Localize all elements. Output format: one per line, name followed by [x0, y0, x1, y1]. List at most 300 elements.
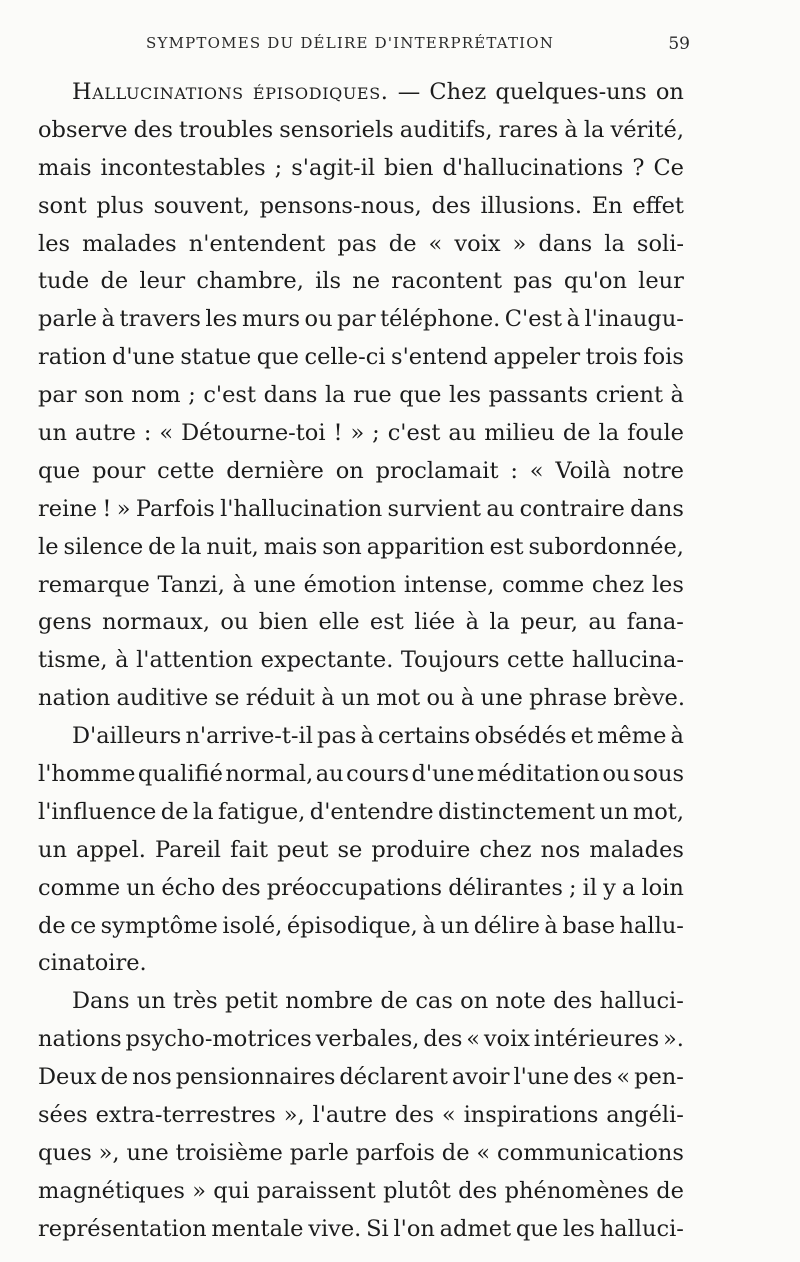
word: En [591, 192, 623, 219]
word: chez [591, 571, 645, 598]
word: que [256, 344, 299, 371]
word: observe [38, 116, 128, 143]
word: ne [352, 268, 381, 295]
word: une [126, 1139, 169, 1166]
word: a [621, 874, 636, 901]
text-line [38, 1021, 684, 1059]
word: à [101, 306, 115, 333]
word: l'homme [38, 761, 136, 788]
word: de [388, 230, 417, 257]
word: intérieures [533, 1026, 660, 1053]
word: soli- [636, 230, 684, 257]
word: D'ailleurs [72, 723, 182, 750]
word: nom [131, 382, 181, 409]
word: les [449, 382, 482, 409]
word: sensoriels [279, 116, 394, 143]
word: : [143, 420, 152, 447]
word: isolé, [222, 912, 283, 939]
word: à [115, 647, 129, 674]
word: » [512, 230, 527, 257]
word: de [100, 1064, 129, 1091]
word: à [544, 912, 558, 939]
word: nation [38, 685, 111, 712]
word: la [324, 382, 346, 409]
word: la [604, 230, 625, 257]
text-line [38, 226, 684, 264]
word: C'est [504, 306, 563, 333]
word: au [448, 420, 477, 447]
text-line [38, 415, 684, 453]
word: cours [346, 761, 410, 788]
text-line [38, 1173, 684, 1211]
word: se [337, 836, 363, 863]
word: il [582, 874, 598, 901]
word: illusions. [480, 192, 583, 219]
word: notre [622, 457, 684, 484]
text-line [38, 74, 684, 112]
text-line [38, 794, 684, 832]
word: Voilà [555, 457, 611, 484]
word: comme [502, 571, 585, 598]
word: la [583, 116, 605, 143]
word: incontestables [100, 154, 266, 181]
word: parle [38, 306, 98, 333]
word: — [397, 79, 421, 105]
word: parle [289, 1139, 349, 1166]
word: réduit [245, 685, 315, 712]
word: téléphone. [380, 306, 501, 333]
word: subordonnée, [528, 533, 684, 560]
word: cas [415, 988, 453, 1015]
word: de [38, 912, 66, 939]
text-line [38, 642, 684, 680]
text-line [38, 567, 684, 605]
word: », [283, 1102, 305, 1129]
word: dans [630, 495, 684, 522]
word: rares [498, 116, 559, 143]
word: à [360, 723, 374, 750]
word: admet [439, 1215, 512, 1242]
word: que [399, 382, 442, 409]
word: « [159, 420, 174, 447]
word: se [214, 685, 240, 712]
word: milieu [484, 420, 555, 447]
word: Chez [429, 79, 487, 105]
word: rue [353, 382, 392, 409]
word: son [84, 382, 124, 409]
word: » [350, 420, 365, 447]
word: auditifs, [399, 116, 493, 143]
word: une [480, 685, 523, 712]
word: la [192, 798, 214, 825]
word: sont [38, 192, 87, 219]
word: à [232, 571, 246, 598]
word: délire [473, 912, 540, 939]
text-line [38, 832, 684, 870]
word: des [133, 116, 173, 143]
text-line [38, 491, 684, 529]
word: » [116, 495, 131, 522]
word: « [466, 1026, 481, 1053]
word: que [38, 457, 81, 484]
word: hallucina- [571, 647, 684, 674]
word: l'une [513, 1064, 570, 1091]
word: au [588, 609, 617, 636]
word: épisodique, [286, 912, 418, 939]
word: leur [139, 268, 186, 295]
word: d'entendre [309, 798, 434, 825]
word: normal, [225, 761, 314, 788]
text-line [38, 377, 684, 415]
word: Ce [653, 154, 684, 181]
word: Si [366, 1215, 389, 1242]
word: ? [632, 154, 645, 181]
word: communications [497, 1139, 684, 1166]
text-line [38, 263, 684, 301]
word: l'inaugu- [584, 306, 684, 333]
word: cinatoire. [38, 950, 147, 977]
word: peut [277, 836, 329, 863]
word: c'est [203, 382, 257, 409]
word: des [573, 1064, 613, 1091]
word: chez [479, 836, 532, 863]
word: tisme, [38, 647, 108, 674]
word: passants [488, 382, 589, 409]
word: à [670, 723, 684, 750]
word: à [566, 306, 580, 333]
word: avoir [451, 1064, 510, 1091]
word: s'agit-il [291, 154, 376, 181]
word: pas [317, 723, 357, 750]
word: mot [376, 685, 421, 712]
word: plutôt [383, 1177, 451, 1204]
word: son [322, 533, 362, 560]
word: de [380, 988, 409, 1015]
word: dernière [226, 457, 324, 484]
word: ou [220, 609, 249, 636]
word: halluci- [599, 1215, 684, 1242]
word: malades [82, 230, 177, 257]
word: l'hallucination [220, 495, 383, 522]
word: phénomènes [504, 1177, 649, 1204]
word: » [192, 1177, 207, 1204]
word: Parfois [135, 495, 215, 522]
word: vive. [308, 1215, 362, 1242]
word: leur [638, 268, 684, 295]
word: certains [377, 723, 471, 750]
word: à [670, 382, 684, 409]
word: à [460, 685, 475, 712]
word: Toujours [400, 647, 500, 674]
word: elle [318, 609, 360, 636]
word: loin [641, 874, 684, 901]
word: écho [161, 874, 216, 901]
word: troisième [175, 1139, 283, 1166]
text-line [38, 1211, 684, 1249]
word: et [570, 723, 593, 750]
word: Dans [72, 988, 130, 1015]
word: brève. [613, 685, 686, 712]
word: d'une [411, 761, 475, 788]
word: intense, [403, 571, 495, 598]
word: psycho-motrices [125, 1026, 312, 1053]
word: les [205, 306, 238, 333]
word: Tanzi, [157, 571, 225, 598]
text-line [38, 718, 684, 756]
word: Détourne-toi [181, 420, 326, 447]
word: obsédés [474, 723, 567, 750]
text-line [38, 112, 684, 150]
text-line [38, 188, 684, 226]
word: troubles [178, 116, 274, 143]
running-header [146, 34, 690, 58]
word: un [440, 912, 470, 939]
word: l'influence [38, 798, 157, 825]
word: les [38, 230, 71, 257]
word: pensionnaires [175, 1064, 336, 1091]
word: n'arrive-t-il [185, 723, 313, 750]
word: phrase [529, 685, 608, 712]
word: crient [595, 382, 663, 409]
word: de [562, 420, 591, 447]
word: ce [70, 912, 97, 939]
word: liée [414, 609, 456, 636]
word: contraire [519, 495, 625, 522]
word: les [651, 571, 684, 598]
word: dans [538, 230, 593, 257]
word: proclamait [375, 457, 499, 484]
word: ! [102, 495, 112, 522]
word: sées [38, 1102, 88, 1129]
word: Hallucinations [72, 79, 244, 105]
word: des [221, 874, 261, 901]
word: sous [632, 761, 684, 788]
word: quelques-uns [495, 79, 647, 105]
word: est [489, 533, 524, 560]
word: pensons-nous, [259, 192, 422, 219]
word: un [599, 798, 629, 825]
text-line [38, 983, 684, 1021]
word: malades [589, 836, 684, 863]
word: ou [304, 306, 333, 333]
word: d'une [111, 344, 175, 371]
word: un [340, 685, 370, 712]
word: ration [38, 344, 107, 371]
word: méditation [476, 761, 600, 788]
word: normaux, [102, 609, 210, 636]
word: paraissent [256, 1177, 376, 1204]
word: Pareil [155, 836, 222, 863]
word: fait [230, 836, 269, 863]
text-line [38, 604, 684, 642]
word: travers [119, 306, 201, 333]
word: ; [188, 382, 196, 409]
word: la [598, 420, 620, 447]
word: produire [371, 836, 471, 863]
word: qualifié [137, 761, 223, 788]
word: expectante. [260, 647, 394, 674]
word: d'hallucinations [442, 154, 624, 181]
word: cette [157, 457, 215, 484]
word: effet [632, 192, 684, 219]
word: autre [74, 420, 136, 447]
word: par [38, 382, 77, 409]
word: comme [38, 874, 121, 901]
word: mentale [211, 1215, 304, 1242]
word: un [38, 420, 67, 447]
word: bien [384, 154, 434, 181]
word: un [38, 836, 67, 863]
word: que [515, 1215, 559, 1242]
word: des [553, 988, 593, 1015]
word: tude [38, 268, 90, 295]
word: extra-terrestres [95, 1102, 276, 1129]
word: des [394, 1102, 435, 1129]
word: ; [568, 874, 577, 901]
word: à [321, 685, 335, 712]
word: parfois [355, 1139, 435, 1166]
word: statue [180, 344, 252, 371]
word: ques [38, 1139, 92, 1166]
word: au [486, 495, 515, 522]
word: souvent, [153, 192, 250, 219]
word: par [337, 306, 376, 333]
word: même [597, 723, 667, 750]
word: verbales, [315, 1026, 420, 1053]
word: bien [258, 609, 309, 636]
text-line [38, 680, 684, 718]
word: émotion [303, 571, 397, 598]
word: au [315, 761, 344, 788]
word: l'autre [312, 1102, 387, 1129]
word: reine [38, 495, 98, 522]
word: dans [263, 382, 318, 409]
text-line [38, 453, 684, 491]
word: ; [274, 154, 283, 181]
word: nombre [285, 988, 374, 1015]
word: ! [333, 420, 343, 447]
word: un [136, 988, 166, 1015]
word: de [160, 798, 189, 825]
word: Deux [38, 1064, 97, 1091]
word: nos [132, 1064, 172, 1091]
word: « [616, 1064, 631, 1091]
word: distinctement [437, 798, 595, 825]
word: ils [315, 268, 342, 295]
word: symptôme [100, 912, 218, 939]
word: inspirations [463, 1102, 599, 1129]
text-line [38, 339, 684, 377]
word: pas [337, 230, 377, 257]
word: des [431, 192, 471, 219]
word: c'est [387, 420, 441, 447]
word: une [253, 571, 296, 598]
word: de [656, 1177, 684, 1204]
word: voix [483, 1026, 530, 1053]
word: s'entend [391, 344, 488, 371]
word: appeler [493, 344, 581, 371]
text-line [38, 1059, 684, 1097]
word: qu'on [563, 268, 627, 295]
word: un [126, 874, 156, 901]
word: des [423, 1026, 463, 1053]
word: pen- [634, 1064, 684, 1091]
word: fois [643, 344, 684, 371]
word: « [428, 230, 443, 257]
word: apparition [366, 533, 485, 560]
word: nuit, [206, 533, 259, 560]
word: la [180, 533, 202, 560]
text-line [38, 870, 684, 908]
word: fana- [626, 609, 684, 636]
word: représentation [38, 1215, 207, 1242]
word: de [441, 1139, 470, 1166]
word: délirantes [448, 874, 563, 901]
word: trois [585, 344, 638, 371]
word: cette [507, 647, 565, 674]
page-number: 59 [668, 34, 690, 54]
word: pour [92, 457, 146, 484]
word: à [465, 609, 479, 636]
word: le [38, 533, 59, 560]
word: on [655, 79, 684, 105]
body-text [38, 74, 684, 1249]
word: chambre, [196, 268, 304, 295]
word: base [562, 912, 616, 939]
word: « [476, 1139, 491, 1166]
word: la [489, 609, 510, 636]
word: très [173, 988, 218, 1015]
word: plus [96, 192, 144, 219]
word: racontent [391, 268, 502, 295]
word: voix [454, 230, 501, 257]
word: peur, [520, 609, 578, 636]
word: ». [663, 1026, 684, 1053]
word: « [441, 1102, 456, 1129]
word: ou [602, 761, 631, 788]
text-line [38, 1135, 684, 1173]
word: pas [513, 268, 553, 295]
word: l'attention [136, 647, 254, 674]
word: ou [426, 685, 455, 712]
word: survient [387, 495, 482, 522]
word: murs [241, 306, 301, 333]
word: ; [372, 420, 380, 447]
word: on [335, 457, 364, 484]
word: à [564, 116, 578, 143]
word: épisodiques. [252, 79, 389, 105]
word: on [460, 988, 489, 1015]
word: note [495, 988, 546, 1015]
text-line [38, 150, 684, 188]
word: magnétiques [38, 1177, 185, 1204]
word: n'entendent [188, 230, 326, 257]
text-line [38, 1097, 684, 1135]
word: de [100, 268, 129, 295]
word: l'on [393, 1215, 435, 1242]
word: est [369, 609, 404, 636]
word: déclarent [339, 1064, 448, 1091]
word: mais [38, 154, 92, 181]
text-line [38, 945, 684, 983]
word: remarque [38, 571, 150, 598]
word: nations [38, 1026, 122, 1053]
running-title: SYMPTOMES DU DÉLIRE D'INTERPRÉTATION [146, 34, 555, 52]
word: mot, [632, 798, 684, 825]
word: y [603, 874, 616, 901]
word: halluci- [599, 988, 684, 1015]
word: petit [224, 988, 278, 1015]
